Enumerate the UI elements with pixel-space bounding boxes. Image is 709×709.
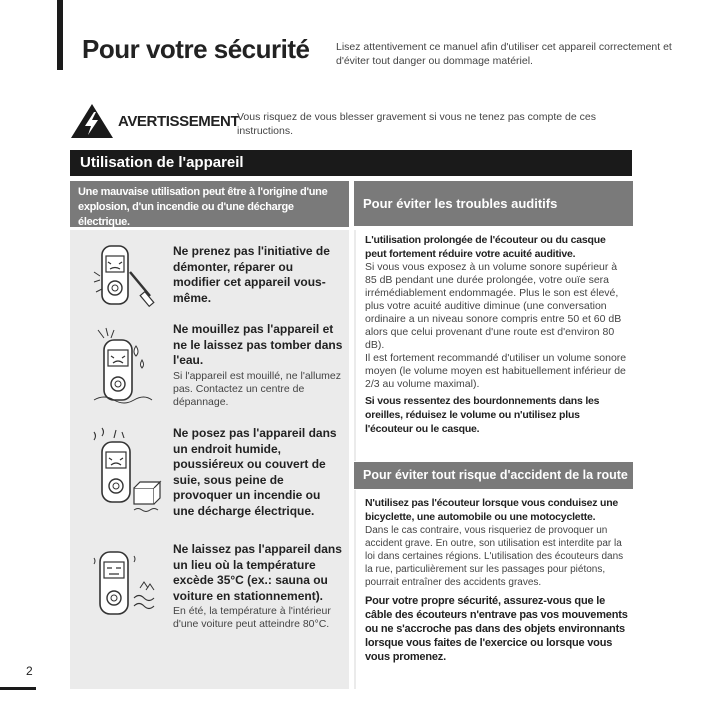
warning-label: AVERTISSEMENT <box>118 113 240 130</box>
safety-item-3 <box>173 426 343 519</box>
hearing-warning-bold: L'utilisation prolongée de l'écouteur ou du casque peut fortement réduire votre acuité auditive. <box>365 234 606 260</box>
water-illustration <box>90 326 154 410</box>
page-number-rule <box>0 687 36 690</box>
hearing-paragraph-1: Si vous vous exposez à un volume sonore supérieur à 85 dB pendant une durée prolongée, votre ouïe sera irrémédiablement endommagée. Plus le son est élevé, plus votre acuité auditive diminue (une conversation ordinaire a un niveau sonore compris entre 50 et 60 dB alors que celui provenant d'une route est d'environ 80 dB). <box>365 261 622 351</box>
traffic-content <box>365 496 629 664</box>
dust-illustration <box>88 426 164 522</box>
safety-item-2-title: Ne mouillez pas l'appareil et ne le laissez pas tomber dans l'eau. <box>173 322 343 367</box>
traffic-paragraph: Dans le cas contraire, vous risqueriez de provoquer un accident grave. En outre, son utilisation est interdite par la loi dans certaines régions. L'utilisation des écouteurs dans la rue, particulièrement sur les passages pour piétons, pourrait entraîner des accidents graves. <box>365 525 624 588</box>
left-column-header: Une mauvaise utilisation peut être à l'origine d'une explosion, d'un incendie ou d'une décharge électrique. <box>70 181 349 227</box>
traffic-advice-bold: Pour votre propre sécurité, assurez-vous que le câble des écouteurs n'entrave pas vos mouvements ou ne s'accroche pas dans des objets environnants lorsque vous faites de l'exercice ou lorsque vous vous promenez. <box>365 595 628 663</box>
disassembly-illustration <box>92 242 156 318</box>
intro-text: Lisez attentivement ce manuel afin d'utiliser cet appareil correctement et d'éviter tout danger ou dommage matériel. <box>336 41 672 67</box>
safety-item-3-title: Ne posez pas l'appareil dans un endroit humide, poussiéreux ou couvert de suie, sous peine de provoquer un incendie ou une décharge électrique. <box>173 426 337 518</box>
warning-text: Vous risquez de vous blesser gravement si vous ne tenez pas compte de ces instructions. <box>237 111 596 137</box>
hearing-panel <box>354 230 633 461</box>
header-accent-bar <box>57 0 63 70</box>
page-number: 2 <box>26 664 33 678</box>
safety-item-1-title: Ne prenez pas l'initiative de démonter, réparer ou modifier cet appareil vous-même. <box>173 244 330 305</box>
traffic-section-header: Pour éviter tout risque d'accident de la route <box>354 462 633 489</box>
hearing-section-header: Pour éviter les troubles auditifs <box>354 181 633 226</box>
page-title: Pour votre sécurité <box>82 34 310 64</box>
hearing-advice-bold: Si vous ressentez des bourdonnements dans les oreilles, réduisez le volume ou n'utilisez plus l'écouteur ou le casque. <box>365 395 600 435</box>
safety-item-1 <box>173 244 343 306</box>
section-title: Utilisation de l'appareil <box>70 150 632 176</box>
traffic-panel <box>354 490 633 689</box>
hearing-content <box>365 233 629 436</box>
warning-icon <box>70 103 114 139</box>
heat-illustration <box>90 548 162 632</box>
hearing-paragraph-2: Il est fortement recommandé d'utiliser un volume sonore moyen (le volume moyen est habituellement inférieur de 2/3 au volume maximal). <box>365 352 627 390</box>
traffic-warning-bold: N'utilisez pas l'écouteur lorsque vous conduisez une bicyclette, une automobile ou une motocyclette. <box>365 497 619 523</box>
safety-item-4 <box>173 542 343 631</box>
safety-item-4-text: En été, la température à l'intérieur d'une voiture peut atteindre 80°C. <box>173 605 331 630</box>
safety-item-4-title: Ne laissez pas l'appareil dans un lieu où la température excède 35°C (ex.: sauna ou voiture en stationnement). <box>173 542 342 603</box>
left-panel <box>70 230 349 689</box>
safety-item-2-text: Si l'appareil est mouillé, ne l'allumez pas. Contactez un centre de dépannage. <box>173 369 342 408</box>
safety-item-2 <box>173 322 343 409</box>
